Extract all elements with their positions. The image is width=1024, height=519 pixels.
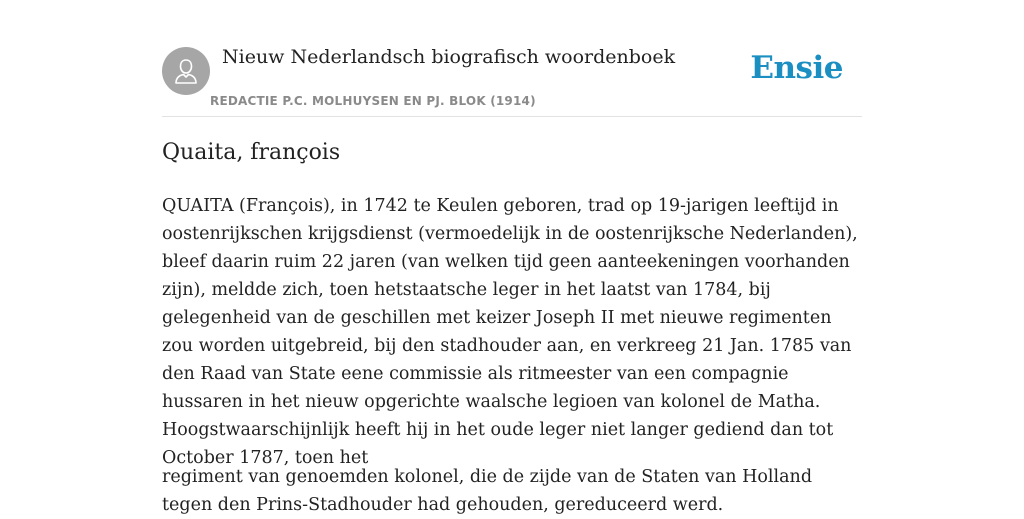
avatar[interactable] [162,47,210,95]
book-title[interactable]: Nieuw Nederlandsch biografisch woordenboek [222,46,676,68]
header [162,0,862,117]
user-silhouette-icon [173,57,199,85]
ensie-logo[interactable]: Ensie [750,50,843,86]
editors-label: REDACTIE P.C. MOLHUYSEN EN PJ. BLOK (1914) [210,94,536,108]
entry-title: Quaita, françois [162,140,341,165]
page-container [162,0,862,515]
entry-paragraph: QUAITA (François), in 1742 te Keulen geboren, trad op 19-jarigen leeftijd in oostenrijkschen krijgsdienst (vermoedelijk in de oostenrijksche Nederlanden), bleef daarin ruim 22 jaren (van welken tijd geen aanteekeningen voorhanden zijn), meldde zich, toen hetstaatsche leger in het laatst van 1784, bij gelegenheid van de geschillen met keizer Joseph II met nieuwe regimenten zou worden uitgebreid, bij den stadhouder aan, en verkreeg 21 Jan. 1785 van den Raad van State eene commissie als ritmeester van een compagnie hussaren in het nieuw opgerichte waalsche legioen van kolonel de Matha. Hoogstwaarschijnlijk heeft hij in het oude leger niet langer gediend dan tot October 1787, toen het [162,196,858,468]
entry-paragraph: regiment van genoemden kolonel, die de zijde van de Staten van Holland tegen den Prins-Stadhouder had gehouden, gereduceerd werd. [162,467,813,515]
